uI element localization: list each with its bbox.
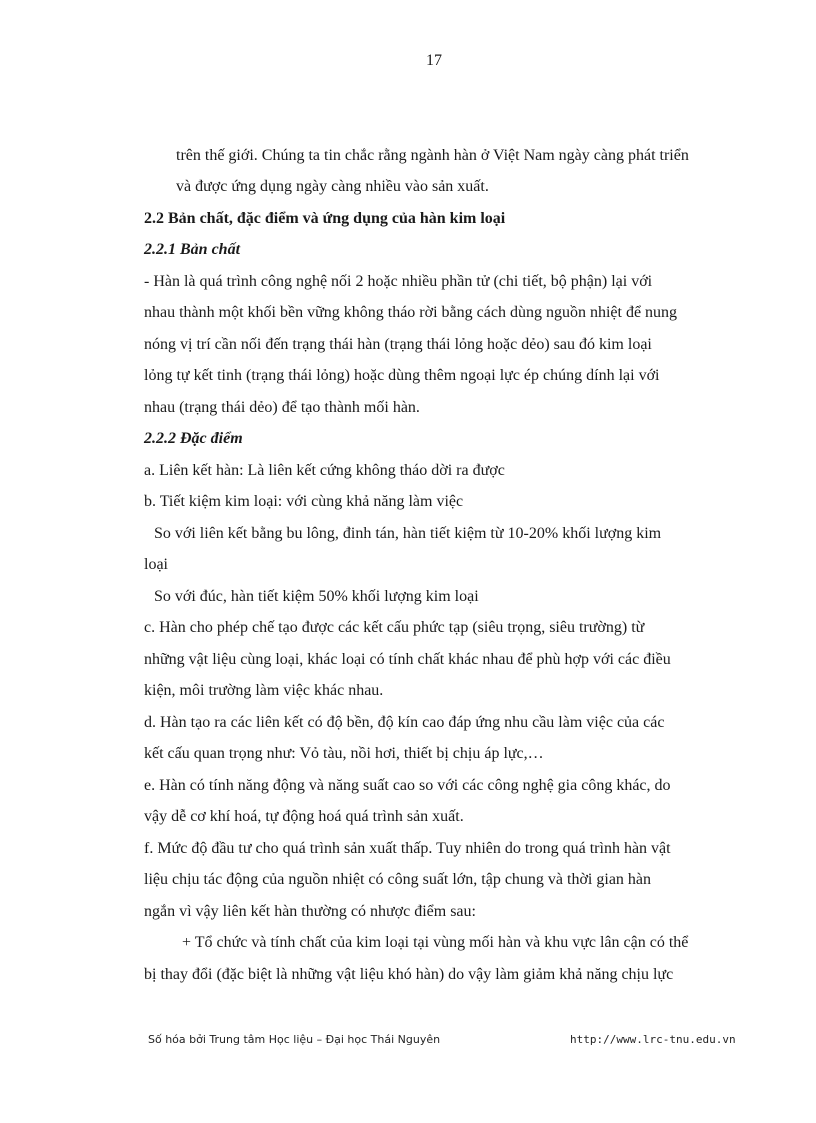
list-item-b: b. Tiết kiệm kim loại: với cùng khả năng làm việc: [144, 493, 464, 510]
paragraph-line-2: và được ứng dụng ngày càng nhiều vào sản xuất.: [176, 178, 489, 195]
paragraph-line-13: So với liên kết bằng bu lông, đinh tán, hàn tiết kiệm từ 10-20% khối lượng kim: [154, 525, 662, 542]
paragraph-line-27: bị thay đổi (đặc biệt là những vật liệu khó hàn) do vậy làm giảm khả năng chịu lực: [144, 966, 674, 983]
list-item-f: f. Mức độ đầu tư cho quá trình sản xuất thấp. Tuy nhiên do trong quá trình hàn vật: [144, 840, 671, 857]
paragraph-line-5: - Hàn là quá trình công nghệ nối 2 hoặc nhiều phần tử (chi tiết, bộ phận) lại với: [144, 273, 653, 290]
paragraph-line-1: trên thế giới. Chúng ta tin chắc rằng ngành hàn ở Việt Nam ngày càng phát triển: [176, 147, 689, 164]
list-item-e: e. Hàn có tính năng động và năng suất cao so với các công nghệ gia công khác, do: [144, 777, 671, 794]
paragraph-line-9: nhau (trạng thái dẻo) để tạo thành mối hàn.: [144, 399, 420, 416]
subsection-heading-2-2-1: 2.2.1 Bản chất: [144, 241, 241, 258]
paragraph-line-17: những vật liệu cùng loại, khác loại có tính chất khác nhau để phù hợp với các điều: [144, 651, 671, 668]
paragraph-line-7: nóng vị trí cần nối đến trạng thái hàn (trạng thái lỏng hoặc dẻo) sau đó kim loại: [144, 336, 652, 353]
list-item-d: d. Hàn tạo ra các liên kết có độ bền, độ kín cao đáp ứng nhu cầu làm việc của các: [144, 714, 665, 731]
list-item-a: a. Liên kết hàn: Là liên kết cứng không tháo dời ra được: [144, 462, 505, 479]
paragraph-line-24: liệu chịu tác động của nguồn nhiệt có công suất lớn, tập chung và thời gian hàn: [144, 871, 652, 888]
paragraph-line-6: nhau thành một khối bền vững không tháo rời bằng cách dùng nguồn nhiệt để nung: [144, 304, 678, 321]
paragraph-line-26: + Tổ chức và tính chất của kim loại tại vùng mối hàn và khu vực lân cận có thể: [182, 934, 689, 951]
paragraph-line-25: ngắn vì vậy liên kết hàn thường có nhược điểm sau:: [144, 903, 476, 920]
paragraph-line-22: vậy dễ cơ khí hoá, tự động hoá quá trình sản xuất.: [144, 808, 464, 825]
section-heading-2-2: 2.2 Bản chất, đặc điểm và ứng dụng của hàn kim loại: [144, 210, 506, 227]
paragraph-line-15: So với đúc, hàn tiết kiệm 50% khối lượng kim loại: [154, 588, 479, 605]
footer-credit: Số hóa bởi Trung tâm Học liệu – Đại học Thái Nguyên: [148, 1033, 441, 1046]
subsection-heading-2-2-2: 2.2.2 Đặc điểm: [144, 430, 243, 447]
paragraph-line-8: lỏng tự kết tinh (trạng thái lỏng) hoặc dùng thêm ngoại lực ép chúng dính lại với: [144, 367, 660, 384]
footer-url: http://www.lrc-tnu.edu.vn: [570, 1033, 736, 1046]
paragraph-line-14: loại: [144, 556, 168, 573]
page-number: 17: [426, 52, 442, 69]
list-item-c: c. Hàn cho phép chế tạo được các kết cấu phức tạp (siêu trọng, siêu trường) từ: [144, 619, 645, 636]
paragraph-line-20: kết cấu quan trọng như: Vỏ tàu, nồi hơi, thiết bị chịu áp lực,…: [144, 745, 544, 762]
paragraph-line-18: kiện, môi trường làm việc khác nhau.: [144, 682, 384, 699]
